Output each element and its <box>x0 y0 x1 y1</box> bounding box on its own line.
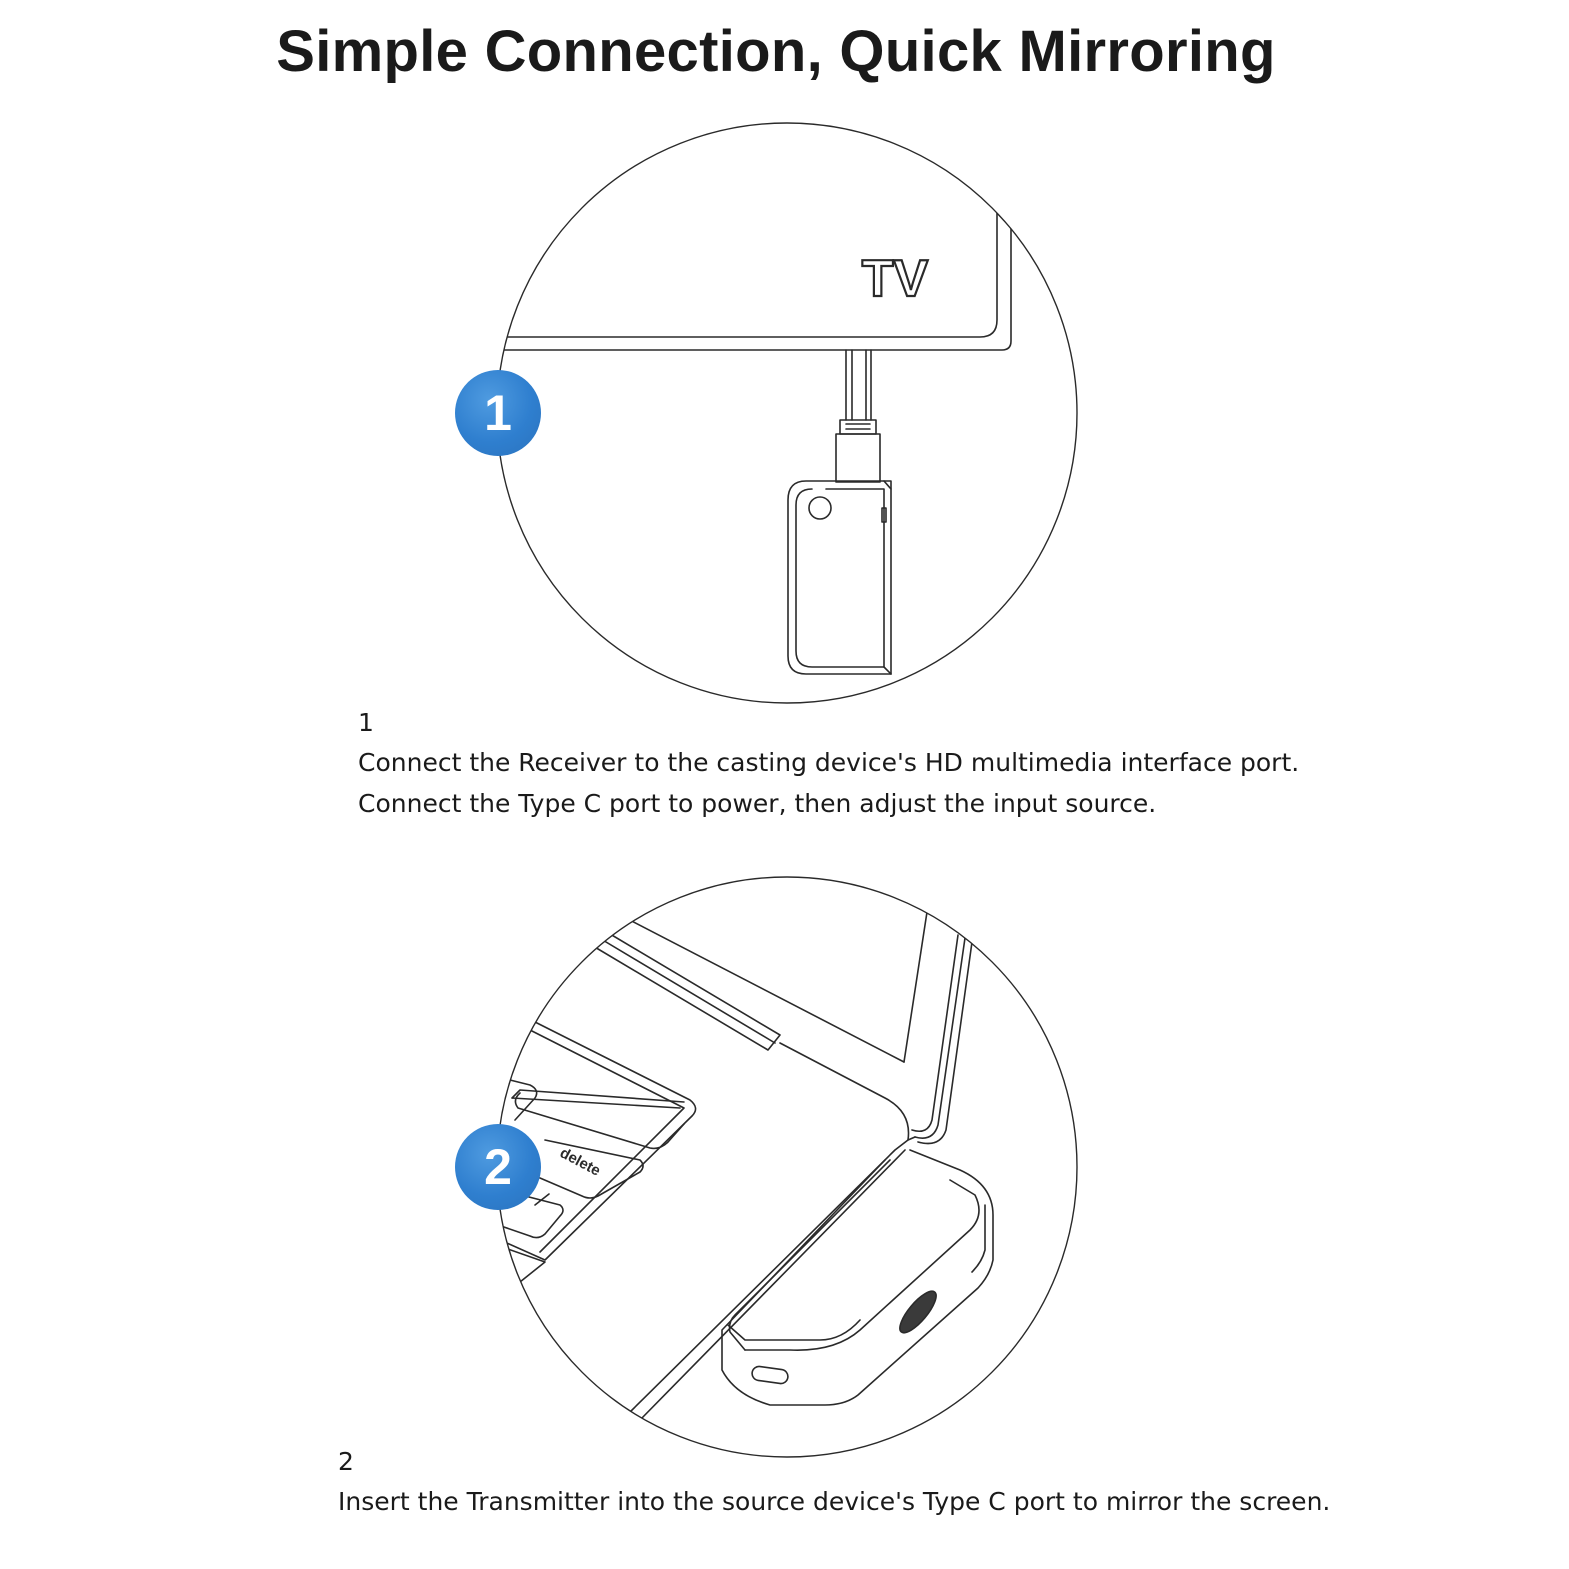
step-1-badge: 1 <box>455 370 541 456</box>
illustration-circle-1 <box>497 123 1077 703</box>
tv-receiver-illustration <box>470 120 1077 703</box>
step-1-line-1: Connect the Receiver to the casting device's HD multimedia interface port. <box>358 748 1300 777</box>
step-2-line-1: Insert the Transmitter into the source device's Type C port to mirror the screen. <box>338 1487 1331 1516</box>
page-title: Simple Connection, Quick Mirroring <box>276 19 1276 84</box>
step-2-badge: 2 <box>455 1124 541 1210</box>
laptop-transmitter-illustration <box>497 877 1077 1457</box>
delete-key-label: delete <box>556 1144 604 1180</box>
tv-label: TV <box>861 250 929 308</box>
step-1-line-2: Connect the Type C port to power, then adjust the input source. <box>358 789 1157 818</box>
step-1-number: 1 <box>358 708 374 737</box>
step-2-number: 2 <box>338 1447 354 1476</box>
